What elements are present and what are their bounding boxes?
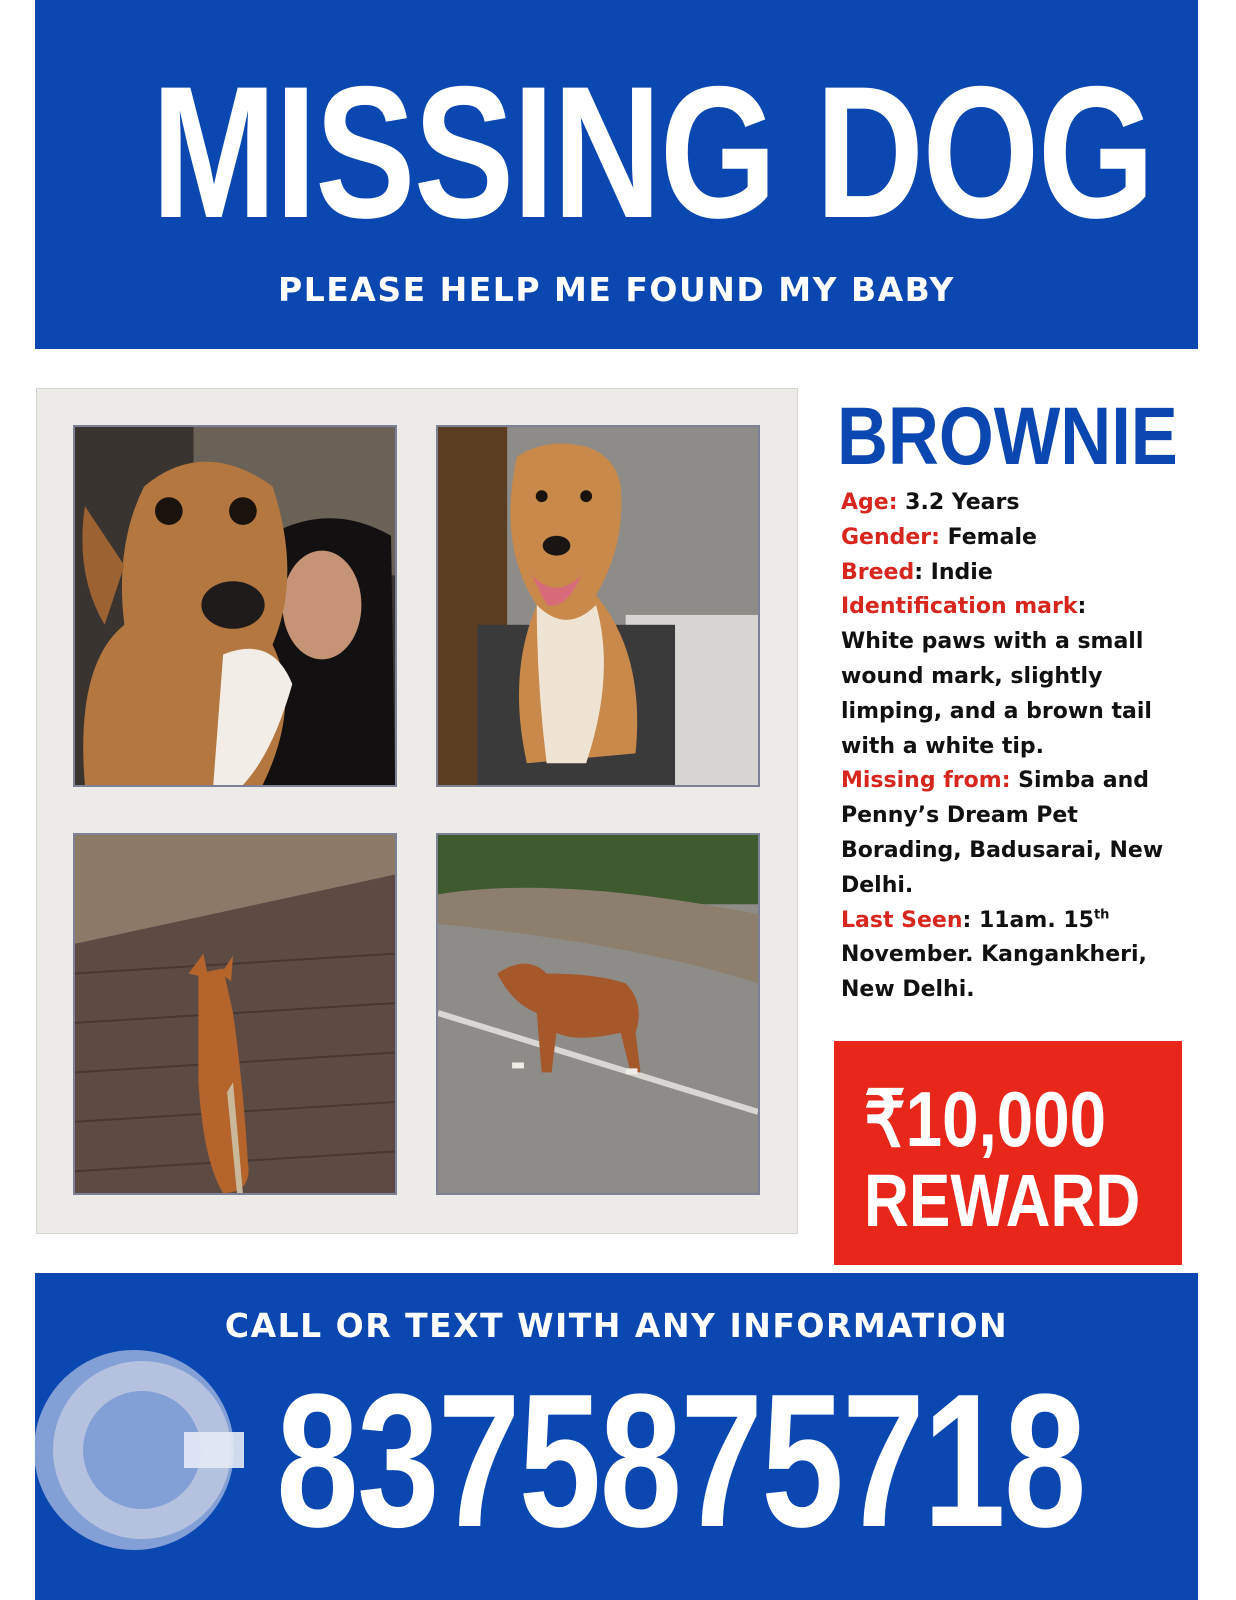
gender-value: Female [939,524,1037,550]
reward-amount: ₹10,000 [864,1075,1107,1163]
page-title: MISSING DOG [151,47,1154,257]
mark-row [841,590,1171,764]
dog-photo-smiling [436,425,760,787]
dog-name: BROWNIE [837,391,1178,482]
phone-number[interactable]: 8375875718 [276,1355,1085,1567]
breed-value: : Indie [914,559,993,585]
page-subtitle: PLEASE HELP ME FOUND MY BABY [278,270,955,309]
last-seen-label: Last Seen [841,907,963,933]
header-banner [35,0,1198,349]
age-label: Age: [841,490,898,515]
reward-label: REWARD [864,1159,1141,1242]
contact-cta: CALL OR TEXT WITH ANY INFORMATION [224,1306,1009,1345]
last-seen-sup: th [1093,907,1110,923]
mark-colon: : [1077,594,1087,620]
age-row [841,486,1171,521]
reward-box [834,1041,1182,1265]
missing-row [841,764,1171,903]
dog-photo-walkway [73,833,397,1195]
breed-row [841,556,1171,591]
contact-banner [35,1273,1198,1600]
dog-details [841,486,1171,1008]
photo-gallery [36,388,798,1234]
mark-value: White paws with a small wound mark, slightly limping, and a brown tail with a white tip. [841,629,1152,759]
breed-label: Breed [841,559,915,585]
age-value: 3.2 Years [897,490,1020,515]
missing-value: Simba and Penny’s Dream Pet Borading, Badusarai, New Delhi. [841,768,1164,898]
missing-label: Missing from: [841,768,1011,794]
dog-photo-roadside [436,833,760,1195]
last-seen-value-b: November. Kangankheri, New Delhi. [841,942,1147,1003]
dog-photo-closeup [73,425,397,787]
mark-label: Identification mark [841,594,1078,620]
gender-row [841,521,1171,556]
gender-label: Gender: [841,524,940,550]
last-seen-value-a: : 11am. 15 [962,907,1094,933]
last-seen-row [841,904,1171,1008]
